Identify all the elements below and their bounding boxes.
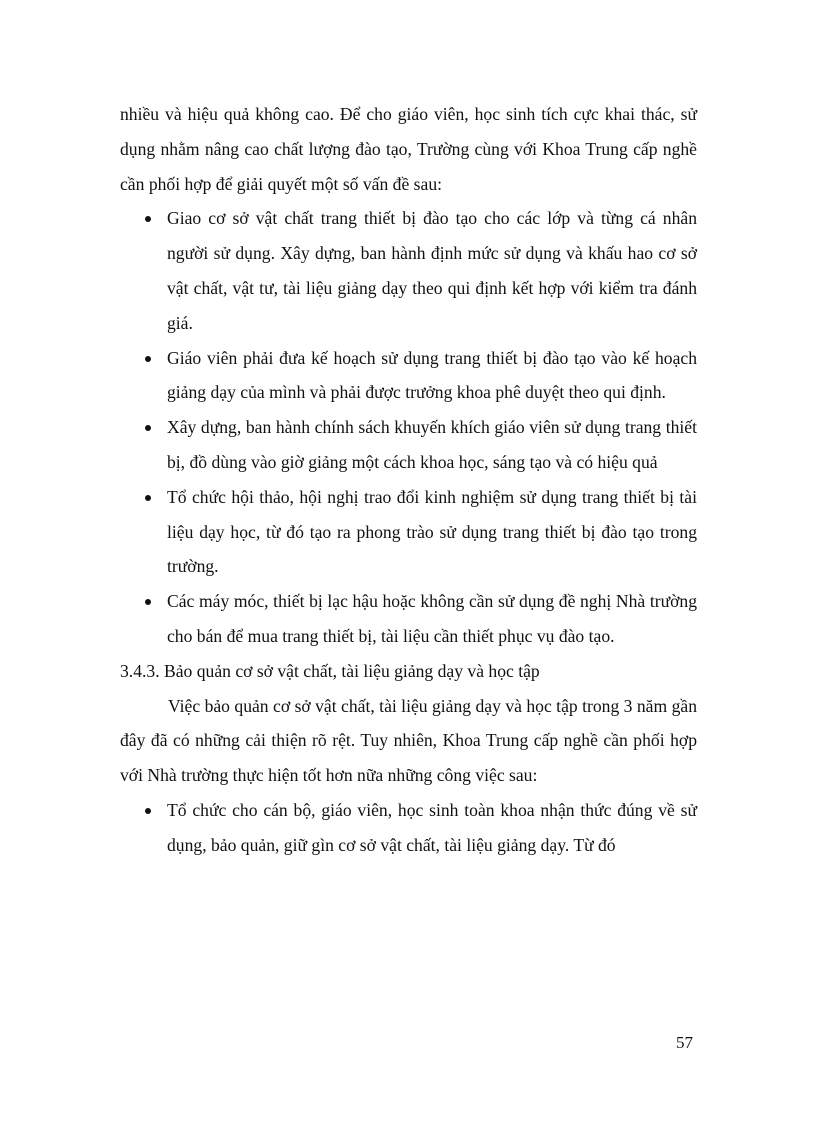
- section-paragraph: Việc bảo quản cơ sở vật chất, tài liệu giảng dạy và học tập trong 3 năm gần đây đã có những cải thiện rõ rệt. Tuy nhiên, Khoa Trung cấp nghề cần phối hợp với Nhà trường thực hiện tốt hơn nữa những công việc sau:: [120, 695, 697, 786]
- bullet-icon: [145, 356, 151, 362]
- list-item-text: Tổ chức hội thảo, hội nghị trao đổi kinh nghiệm sử dụng trang thiết bị tài liệu dạy học, từ đó tạo ra phong trào sử dụng trang thiết bị đào tạo trong trường.: [167, 486, 697, 577]
- bullet-list-solutions: [120, 201, 697, 653]
- section-heading: 3.4.3. Bảo quản cơ sở vật chất, tài liệu giảng dạy và học tập: [120, 660, 540, 681]
- list-item-text: Giao cơ sở vật chất trang thiết bị đào tạo cho các lớp và từng cá nhân người sử dụng. Xây dựng, ban hành định mức sử dụng và khấu hao cơ sở vật chất, vật tư, tài liệu giảng dạy theo qui định kết hợp với kiểm tra đánh giá.: [167, 208, 697, 333]
- list-item: [120, 410, 697, 480]
- bullet-icon: [145, 808, 151, 814]
- bullet-icon: [145, 425, 151, 431]
- list-item: [120, 201, 697, 340]
- list-item-text: Các máy móc, thiết bị lạc hậu hoặc không cần sử dụng đề nghị Nhà trường cho bán để mua trang thiết bị, tài liệu cần thiết phục vụ đào tạo.: [167, 591, 697, 646]
- list-item-text: Xây dựng, ban hành chính sách khuyến khích giáo viên sử dụng trang thiết bị, đồ dùng vào giờ giảng một cách khoa học, sáng tạo và có hiệu quả: [167, 417, 697, 472]
- list-item-text: Tổ chức cho cán bộ, giáo viên, học sinh toàn khoa nhận thức đúng về sử dụng, bảo quản, giữ gìn cơ sở vật chất, tài liệu giảng dạy. Từ đó: [167, 799, 697, 855]
- bullet-icon: [145, 216, 151, 222]
- list-item: [120, 480, 697, 584]
- page-number: 57: [676, 1033, 693, 1052]
- list-item: [120, 584, 697, 654]
- document-page: [120, 97, 697, 863]
- list-item-text: Giáo viên phải đưa kế hoạch sử dụng trang thiết bị đào tạo vào kế hoạch giảng dạy của mình và phải được trưởng khoa phê duyệt theo qui định.: [167, 347, 697, 403]
- list-item: [120, 793, 697, 863]
- bullet-icon: [145, 495, 151, 501]
- intro-paragraph: nhiều và hiệu quả không cao. Để cho giáo viên, học sinh tích cực khai thác, sử dụng nhằm nâng cao chất lượng đào tạo, Trường cùng với Khoa Trung cấp nghề cần phối hợp để giải quyết một số vấn đề sau:: [120, 104, 697, 194]
- bullet-icon: [145, 599, 151, 605]
- bullet-list-preservation: [120, 793, 697, 863]
- list-item: [120, 341, 697, 411]
